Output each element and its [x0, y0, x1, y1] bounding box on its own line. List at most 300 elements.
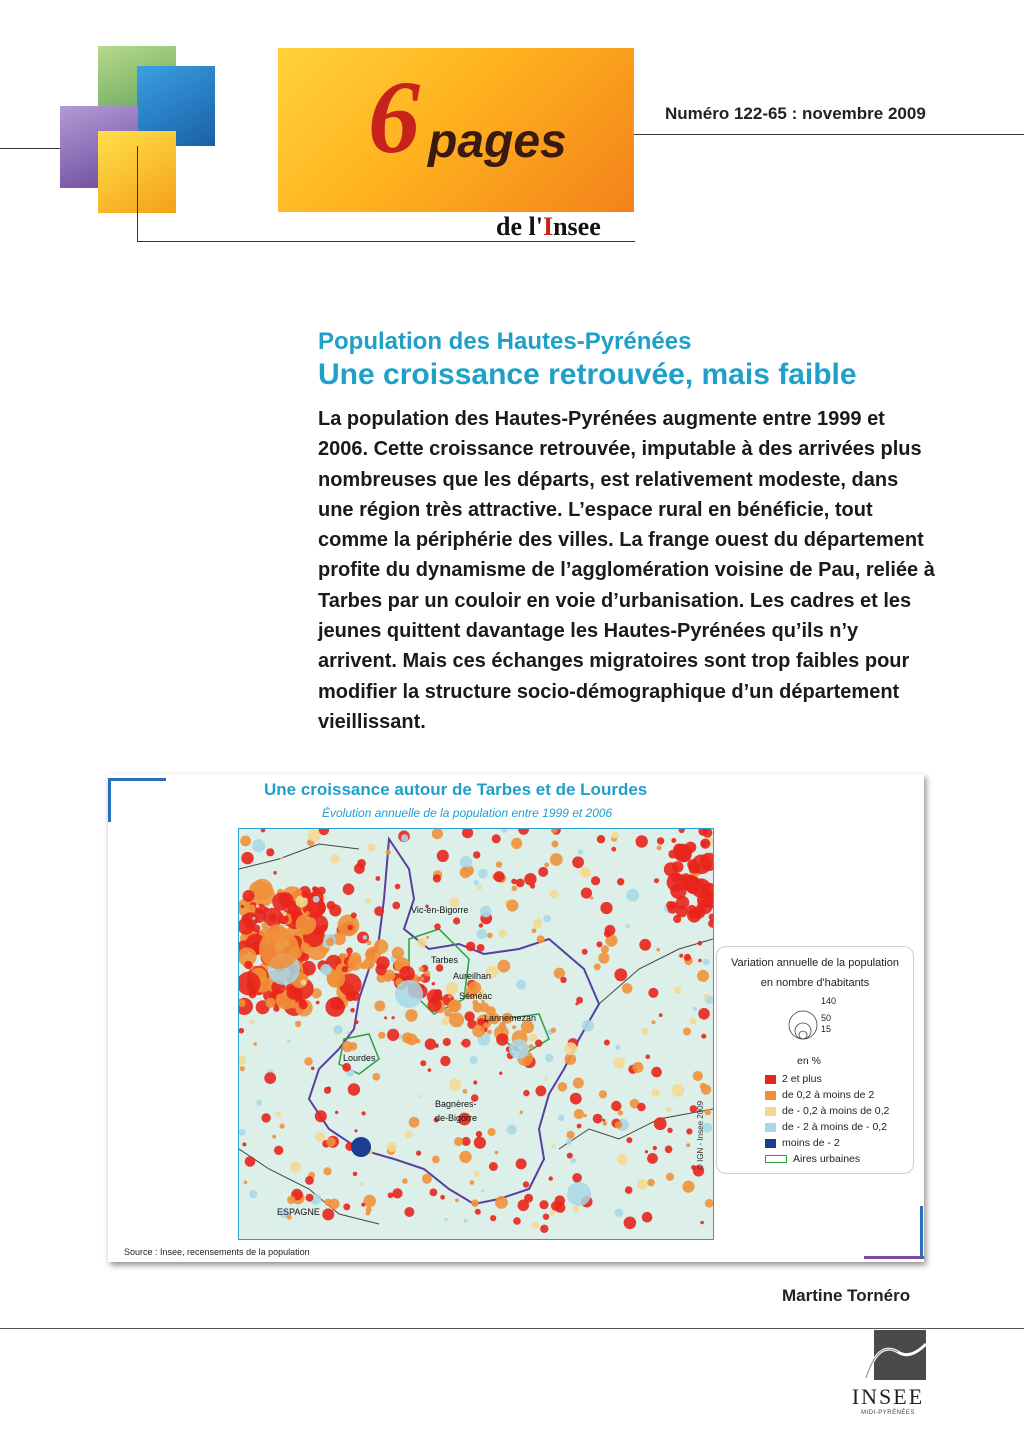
map-dot: [351, 912, 357, 918]
map-dot: [305, 1176, 314, 1185]
figure-title: Une croissance autour de Tarbes et de Lourdes: [264, 780, 648, 799]
population-map: [238, 828, 714, 1240]
map-dot: [636, 835, 648, 847]
map-dot: [287, 1040, 290, 1043]
footer-rule: [0, 1328, 1024, 1329]
map-dot: [524, 873, 536, 885]
map-dot: [245, 902, 250, 907]
map-dot: [550, 1210, 555, 1215]
map-dot: [639, 939, 651, 951]
map-dot: [536, 919, 542, 925]
map-dot: [266, 848, 274, 856]
map-dot: [499, 1027, 503, 1031]
place-label: Bagnères-: [435, 1099, 477, 1109]
map-dot: [615, 1209, 624, 1218]
map-dot: [249, 1190, 257, 1198]
map-dot: [308, 829, 320, 841]
map-dot: [567, 1131, 575, 1139]
map-dot: [686, 1128, 692, 1134]
map-dot: [704, 1109, 711, 1116]
map-dot: [480, 906, 492, 918]
map-dot: [625, 924, 630, 929]
map-dot: [652, 1020, 656, 1024]
map-dot: [601, 945, 609, 953]
map-dot: [460, 867, 471, 878]
map-dot: [573, 1078, 584, 1089]
map-dot: [591, 876, 600, 885]
author: Martine Tornéro: [782, 1286, 911, 1305]
map-dot: [477, 885, 482, 890]
map-dot: [497, 960, 510, 973]
map-dot: [693, 1071, 703, 1081]
map-dot: [399, 966, 415, 982]
map-dot: [343, 1203, 350, 1210]
map-dot: [440, 1056, 450, 1066]
map-dot: [652, 1089, 660, 1097]
map-dot: [666, 1107, 671, 1112]
map-dot: [353, 1172, 358, 1177]
map-dot: [302, 930, 306, 934]
map-dot: [622, 983, 633, 994]
legend-swatch: [765, 1123, 776, 1132]
map-dot: [551, 1201, 561, 1211]
map-dot: [598, 953, 609, 964]
header-rule-right: [634, 134, 1024, 135]
map-dot: [272, 892, 290, 910]
figure-source: Source : Insee, recensements de la population: [124, 1247, 310, 1257]
map-dot: [672, 861, 684, 873]
map-dot: [333, 1025, 342, 1034]
legend-label: de 0,2 à moins de 2: [782, 1089, 875, 1101]
map-dot: [313, 896, 320, 903]
map-dot: [594, 963, 601, 970]
map-dot: [611, 1101, 621, 1111]
map-dot: [492, 834, 501, 843]
map-dot: [324, 1199, 331, 1206]
article-subtitle: Population des Hautes-Pyrénées: [318, 328, 692, 355]
map-dot: [697, 899, 712, 914]
map-dot: [545, 1054, 553, 1062]
map-dot: [475, 1209, 481, 1215]
map-dot: [346, 947, 353, 954]
map-dot: [617, 878, 624, 885]
map-dot: [376, 876, 381, 881]
map-dot: [693, 1007, 698, 1012]
map-dot: [657, 845, 662, 850]
map-dot: [516, 879, 525, 888]
map-dot: [550, 890, 559, 899]
map-dot: [507, 1125, 517, 1135]
legend-size-label: 140: [821, 996, 837, 1006]
map-dot: [476, 1131, 482, 1137]
map-dot: [474, 1137, 486, 1149]
map-dot: [287, 1196, 295, 1204]
map-dot: [316, 1001, 320, 1005]
legend-urban-swatch: [765, 1155, 787, 1163]
figure-corner: [920, 1206, 923, 1258]
map-dot: [516, 1158, 527, 1169]
map-dot: [419, 967, 424, 972]
map-dot: [290, 1162, 301, 1173]
map-dot: [351, 992, 360, 1001]
map-dot: [420, 1060, 426, 1066]
map-dot: [427, 989, 442, 1004]
map-dot: [470, 1180, 475, 1185]
map-dot: [537, 935, 545, 943]
map-dot: [495, 1151, 499, 1155]
map-dot: [329, 904, 341, 916]
map-dot: [343, 883, 355, 895]
legend-swatch: [765, 1091, 776, 1100]
map-dot: [301, 943, 311, 953]
map-dot: [666, 1173, 674, 1181]
map-dot: [520, 1110, 524, 1114]
map-dot: [700, 1221, 704, 1225]
map-dot: [518, 1200, 530, 1212]
map-dot: [603, 1121, 607, 1125]
place-label: Tarbes: [431, 955, 459, 965]
map-dot: [354, 1129, 357, 1132]
map-dot: [673, 915, 681, 923]
logo-i: I: [542, 212, 554, 241]
map-dot: [323, 895, 327, 899]
legend-subtitle: en nombre d'habitants: [760, 977, 870, 989]
map-dot: [291, 914, 297, 920]
map-dot: [511, 838, 522, 849]
map-dot: [516, 980, 526, 990]
map-dot: [241, 852, 253, 864]
legend-size-label: 50: [821, 1013, 832, 1023]
place-label: Lourdes: [343, 1053, 376, 1063]
map-dot: [704, 994, 709, 999]
map-dot: [567, 1153, 573, 1159]
legend-label: de - 0,2 à moins de 0,2: [782, 1105, 890, 1117]
legend-class-3: [765, 1121, 887, 1133]
map-dot: [671, 1084, 684, 1097]
map-dot: [474, 880, 479, 885]
article-summary: La population des Hautes-Pyrénées augmente entre 1999 et 2006. Cette croissance retrouvée, imputable à des arrivées plus nombreuses que les départs, est relativement modeste, dans une région très attractive. L’espace rural en bénéficie, tout comme la périphérie des villes. La frange ouest du département profite du dynamisme de l’agglomération voisine de Pau, reliée à Tarbes par un couloir en voie d’urbanisation. Les cadres et les jeunes quittent davantage les Hautes-Pyrénées qu’ils n’y arrivent. Mais ces échanges migratoires sont trop faibles pour modifier la structure socio-démographique d’un département vieillissant.: [318, 408, 935, 733]
map-dot: [479, 923, 483, 927]
legend-swatch: [765, 1107, 776, 1116]
map-dot: [538, 867, 548, 877]
map-dot: [478, 869, 488, 879]
legend-label: Aires urbaines: [793, 1153, 861, 1165]
map-dot: [582, 1020, 594, 1032]
map-dot: [253, 1042, 257, 1046]
map-dot: [697, 970, 709, 982]
map-dot: [523, 1181, 529, 1187]
map-dot: [361, 1203, 365, 1207]
legend-label: de - 2 à moins de - 0,2: [782, 1121, 888, 1133]
map-dot: [395, 884, 401, 890]
map-dot: [368, 844, 376, 852]
map-dot: [384, 1016, 387, 1019]
map-dot: [417, 1095, 420, 1098]
map-dot: [405, 1131, 413, 1139]
map-dot: [442, 1017, 450, 1025]
map-dot: [495, 1196, 508, 1209]
map-dot: [550, 853, 563, 866]
map-dot: [532, 1222, 539, 1229]
map-dot: [680, 873, 691, 884]
map-dot: [543, 915, 551, 923]
map-dot: [651, 1067, 662, 1078]
map-dot: [373, 1073, 381, 1081]
map-dot: [261, 922, 268, 929]
map-dot: [448, 994, 452, 998]
map-dot: [682, 1181, 694, 1193]
map-dot: [460, 856, 472, 868]
map-dot: [402, 1178, 408, 1184]
map-dot: [239, 1129, 246, 1136]
map-dot: [366, 1207, 372, 1213]
map-dot: [584, 1114, 587, 1117]
figure-corner: [864, 1256, 924, 1259]
map-dot: [551, 1028, 556, 1033]
map-dot: [614, 1057, 625, 1068]
map-dot: [463, 1219, 467, 1223]
map-dot: [543, 1214, 549, 1220]
map-dot: [487, 933, 493, 939]
map-dot: [483, 1023, 489, 1029]
map-dot: [301, 891, 308, 898]
map-dot: [656, 948, 660, 952]
logo-de: de l': [496, 212, 543, 241]
map-dot: [406, 1034, 418, 1046]
map-dot: [301, 953, 309, 961]
map-dot: [331, 854, 340, 863]
map-legend: [716, 946, 914, 1174]
map-dot: [305, 911, 309, 915]
map-dot: [671, 838, 676, 843]
map-dot: [454, 1137, 463, 1146]
map-dot: [392, 1016, 395, 1019]
header-rule-left: [0, 148, 62, 149]
map-dot: [593, 1114, 603, 1124]
map-dot: [459, 1151, 471, 1163]
map-dot: [240, 836, 251, 847]
map-dot: [687, 905, 697, 915]
map-dot: [513, 1217, 521, 1225]
map-dot: [306, 1194, 314, 1202]
map-dot: [449, 1079, 461, 1091]
issue-number: Numéro 122-65 : novembre 2009: [665, 104, 926, 123]
map-dot: [320, 964, 331, 975]
place-label: Séméac: [459, 991, 493, 1001]
map-dot: [544, 863, 549, 868]
map-dot: [701, 840, 707, 846]
map-dot: [602, 1119, 605, 1122]
map-dot: [374, 906, 384, 916]
map-dot: [392, 1188, 402, 1198]
map-dot: [590, 897, 593, 900]
legend-class-0: [765, 1073, 822, 1085]
map-dot: [487, 1030, 492, 1035]
map-dot: [703, 959, 710, 966]
map-dot: [315, 1110, 327, 1122]
map-dot: [558, 1115, 564, 1121]
map-dot: [580, 867, 591, 878]
map-dot: [272, 1135, 276, 1139]
map-dot: [463, 1089, 468, 1094]
map-dot: [615, 1121, 623, 1129]
map-dot: [244, 961, 252, 969]
map-dot: [330, 997, 343, 1010]
map-dot: [362, 1111, 366, 1115]
map-dot: [253, 925, 261, 933]
map-dot: [489, 1162, 498, 1171]
map-dot: [641, 1027, 648, 1034]
map-dot: [549, 1176, 553, 1180]
legend-label: 2 et plus: [782, 1073, 822, 1085]
map-dot: [252, 839, 265, 852]
map-dot: [440, 1195, 445, 1200]
map-dot: [472, 1025, 484, 1037]
map-dot: [241, 905, 244, 908]
map-dot: [378, 1032, 385, 1039]
map-dot: [409, 1117, 420, 1128]
map-dot: [324, 1087, 331, 1094]
map-dot: [477, 929, 487, 939]
map-dot: [632, 1062, 643, 1073]
map-dot: [420, 977, 424, 981]
figure-subtitle: Évolution annuelle de la population entre 1999 et 2006: [322, 806, 613, 820]
map-dot: [625, 1186, 633, 1194]
map-dot: [654, 878, 659, 883]
legend-size-label: 15: [821, 1024, 832, 1034]
map-dot: [387, 1029, 399, 1041]
map-dot: [657, 837, 664, 844]
map-dot: [684, 954, 691, 961]
insee-emblem-icon: [848, 1330, 928, 1384]
map-dot: [599, 1090, 607, 1098]
map-dot: [455, 1198, 459, 1202]
map-dot: [490, 1215, 496, 1221]
map-dot: [611, 832, 618, 839]
map-dot: [342, 1041, 353, 1052]
map-dot: [624, 1217, 637, 1230]
map-dot: [386, 850, 391, 855]
place-label: Lannemezan: [484, 1013, 537, 1023]
map-dot: [499, 930, 507, 938]
map-dot: [434, 923, 441, 930]
legend-urban: [765, 1153, 860, 1165]
map-dot: [453, 917, 460, 924]
map-dot: [315, 1132, 325, 1142]
map-dot: [642, 1212, 653, 1223]
map-dot: [436, 964, 443, 971]
map-dot: [512, 1025, 516, 1029]
map-dot: [570, 1093, 582, 1105]
map-dot: [571, 1158, 576, 1163]
map-dot: [466, 942, 476, 952]
map-dot: [496, 861, 502, 867]
map-dot: [700, 1083, 707, 1090]
map-dot: [426, 936, 429, 939]
legend-class-1: [765, 1089, 874, 1101]
map-dot: [552, 841, 559, 848]
map-dot: [264, 907, 269, 912]
map-dot: [395, 980, 423, 1008]
map-dot: [665, 1146, 673, 1154]
map-dot: [596, 941, 602, 947]
map-dot: [280, 1124, 285, 1129]
map-dot: [245, 1156, 256, 1167]
map-dot: [351, 1137, 371, 1157]
map-dot: [462, 1039, 471, 1048]
map-dot: [326, 1137, 335, 1146]
map-dot: [499, 1072, 502, 1075]
map-dot: [576, 997, 583, 1004]
map-dot: [256, 1100, 262, 1106]
map-dot: [626, 889, 639, 902]
map-dot: [433, 874, 441, 882]
map-dot: [698, 959, 702, 963]
map-dot: [567, 1182, 591, 1206]
logo-insee: [496, 214, 601, 240]
map-dot: [322, 1208, 334, 1220]
map-dot: [581, 888, 592, 899]
map-dot: [654, 1117, 667, 1130]
figure-corner: [108, 778, 166, 781]
map-dot: [367, 940, 372, 945]
map-dot: [401, 834, 408, 841]
map-dot: [545, 1077, 549, 1081]
map-dot: [617, 1154, 628, 1165]
map-dot: [290, 1002, 297, 1009]
map-dot: [645, 1055, 650, 1060]
map-dot: [604, 1040, 610, 1046]
map-dot: [273, 871, 277, 875]
logo-word: pages: [428, 115, 567, 168]
map-dot: [422, 1174, 432, 1184]
map-dot: [444, 1218, 447, 1221]
legend-title: Variation annuelle de la population: [731, 957, 899, 969]
map-dot: [269, 914, 277, 922]
map-dot: [405, 1009, 418, 1022]
map-dot: [259, 929, 299, 969]
map-dot: [363, 958, 375, 970]
map-dot: [566, 1139, 572, 1145]
map-dot: [425, 1039, 436, 1050]
map-dot: [488, 1128, 496, 1136]
map-dot: [249, 1019, 254, 1024]
map-dot: [536, 1086, 547, 1097]
map-dot: [244, 1181, 248, 1185]
map-dot: [301, 979, 307, 985]
legend-class-4: [765, 1137, 840, 1149]
map-dot: [240, 1066, 245, 1071]
map-dot: [363, 1195, 376, 1208]
map-credit: © IGN - Insee 2009: [696, 1100, 705, 1170]
map-dot: [597, 835, 605, 843]
map-dot: [604, 930, 611, 937]
map-dot: [686, 1143, 690, 1147]
map-dot: [477, 944, 485, 952]
map-dot: [360, 1182, 364, 1186]
map-dot: [443, 1038, 451, 1046]
map-dot: [618, 1110, 623, 1115]
map-dot: [264, 1072, 276, 1084]
map-dot: [698, 941, 703, 946]
map-dot: [698, 1008, 710, 1020]
map-dot: [688, 862, 700, 874]
map-dot: [582, 949, 588, 955]
map-dot: [342, 1063, 351, 1072]
map-dot: [551, 1144, 555, 1148]
map-dot: [437, 850, 449, 862]
map-dot: [335, 1111, 338, 1114]
